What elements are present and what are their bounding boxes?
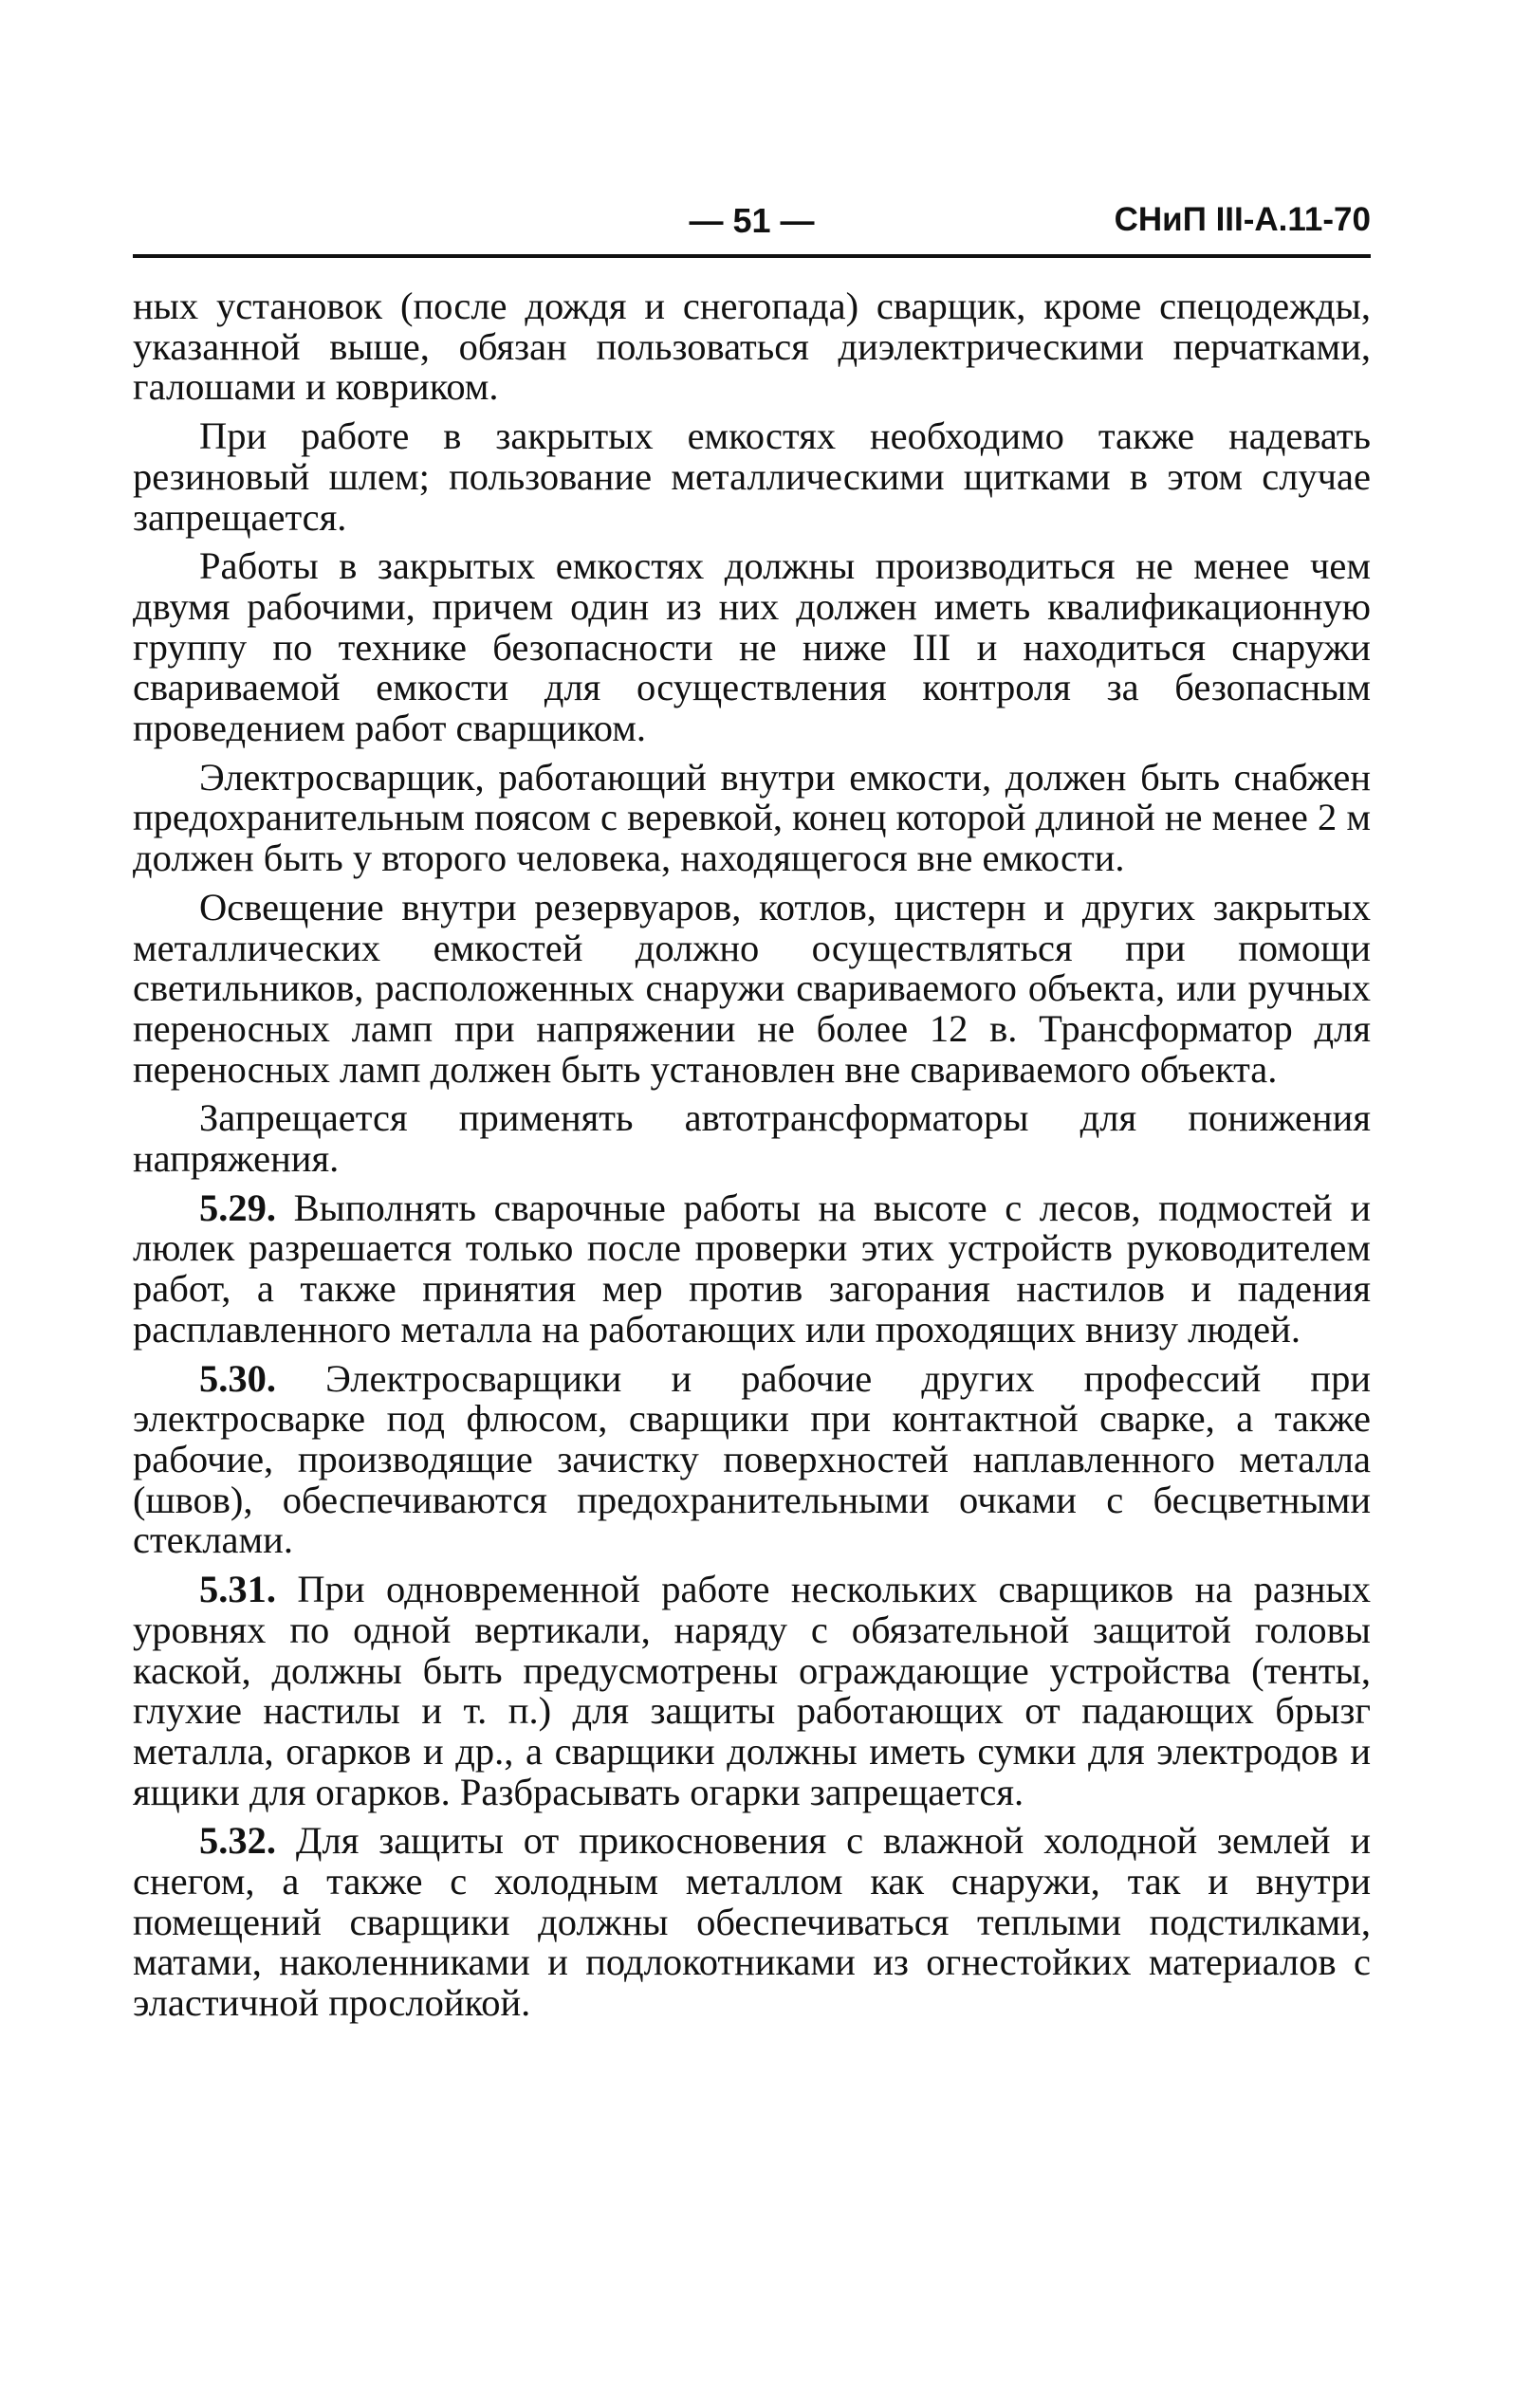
paragraph: [133, 286, 1371, 408]
paragraph-text: При одновременной работе нескольких сварщиков на разных уровнях по одной вертикали, наряду с обязательной защитой головы каской, должны быть предусмотрены ограждающие устройства (тенты, глухие настилы и т. п.) для защиты работающих от падающих брызг металла, огарков и др., а сварщики должны иметь сумки для электродов и ящики для огарков. Разбрасывать огарки запрещается.: [133, 1568, 1372, 1813]
paragraph-text: Работы в закрытых емкостях должны производиться не менее чем двумя рабочими, причем один из них должен иметь квалификационную группу по технике безопасности не ниже III и находиться снаружи свариваемой емкости для осуществления контроля за безопасным проведением работ сварщиком.: [133, 544, 1371, 750]
clause-5-32: [133, 1821, 1371, 2024]
document-code: СНиП III-А.11-70: [1114, 201, 1371, 238]
paragraph: [133, 755, 1371, 880]
paragraph-text: Электросварщик, работающий внутри емкости, должен быть снабжен предохранительным поясом с веревкой, конец которой длиной не менее 2 м должен быть у второго человека, находящегося вне емкости.: [133, 755, 1371, 880]
clause-5-30: [133, 1356, 1371, 1562]
document-body: [133, 286, 1371, 2032]
paragraph-text: При работе в закрытых емкостях необходимо также надевать резиновый шлем; пользование металлическими щитками в этом случае запрещается.: [133, 414, 1371, 539]
paragraph-text: Освещение внутри резервуаров, котлов, цистерн и других закрытых металлических емкостей должно осуществляться при помощи светильников, расположенных снаружи свариваемого объекта, или ручных переносных ламп при напряжении не более 12 в. Трансформатор для переносных ламп должен быть установлен вне свариваемого объекта.: [133, 885, 1371, 1091]
clause-number: 5.29.: [199, 1186, 276, 1229]
paragraph: [133, 546, 1371, 749]
paragraph: [133, 416, 1371, 538]
clause-5-31: [133, 1570, 1371, 1812]
paragraph-text: Электросварщики и рабочие других профессий при электросварке под флюсом, сварщики при контактной сварке, а также рабочие, производящие зачистку поверхностей наплавленного металла (швов), обеспечиваются предохранительными очками с бесцветными стеклами.: [133, 1356, 1371, 1562]
clause-number: 5.30.: [199, 1356, 276, 1400]
paragraph-text: Запрещается применять автотрансформаторы для понижения напряжения.: [133, 1096, 1371, 1181]
header-rule: [133, 254, 1371, 258]
page-number: — 51 —: [689, 201, 815, 240]
clause-number: 5.31.: [199, 1568, 276, 1611]
paragraph-text: Для защиты от прикосновения с влажной холодной землей и снегом, а также с холодным металлом как снаружи, так и внутри помещений сварщики должны обеспечиваться теплыми подстилками, матами, наколенниками и подлокотниками из огнестойких материалов с эластичной прослойкой.: [133, 1819, 1372, 2025]
clause-number: 5.32.: [199, 1819, 276, 1863]
paragraph-text: Выполнять сварочные работы на высоте с лесов, подмостей и люлек разрешается только после проверки этих устройств руководителем работ, а также принятия мер против загорания настилов и падения расплавленного металла на работающих или проходящих внизу людей.: [133, 1186, 1372, 1351]
paragraph-text: ных установок (после дождя и снегопада) сварщик, кроме спецодежды, указанной выше, обязан пользоваться диэлектрическими перчатками, галошами и ковриком.: [133, 285, 1371, 409]
paragraph: [133, 885, 1371, 1091]
page-header: [133, 201, 1371, 258]
clause-5-29: [133, 1188, 1371, 1351]
paragraph: [133, 1098, 1371, 1179]
